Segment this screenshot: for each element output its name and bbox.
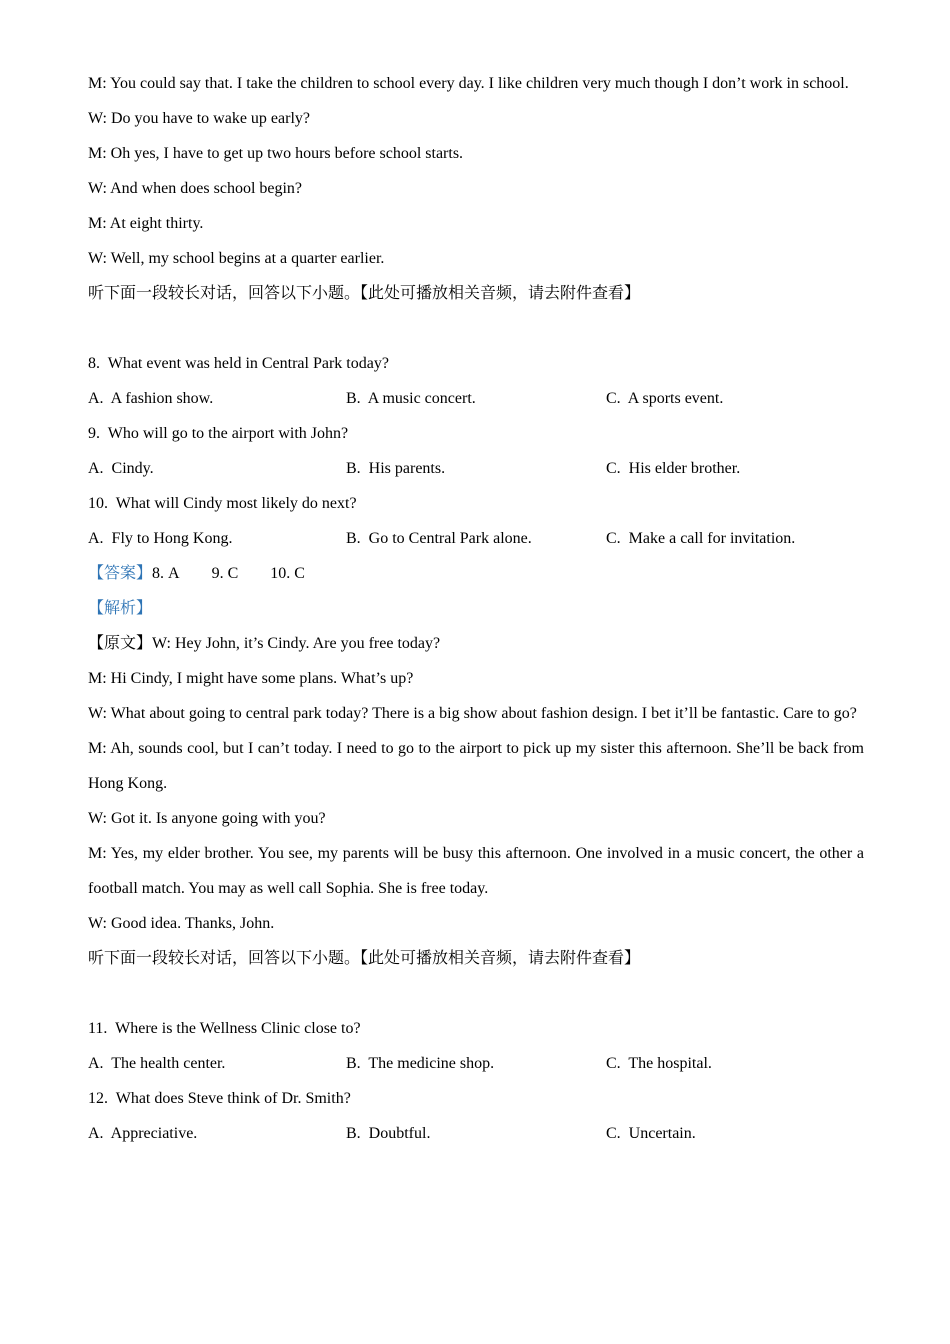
dialogue-line bbox=[88, 101, 864, 136]
transcript-line bbox=[88, 696, 864, 731]
text-content: W: Well, my school begins at a quarter earlier. bbox=[88, 250, 385, 267]
instruction-line bbox=[88, 941, 864, 976]
text-content: 11. Where is the Wellness Clinic close to? bbox=[88, 1020, 361, 1037]
transcript-line bbox=[88, 836, 868, 906]
text-content: W: Do you have to wake up early? bbox=[88, 110, 310, 127]
options-row bbox=[88, 381, 864, 416]
option: C. Make a call for invitation. bbox=[606, 530, 796, 547]
text-content: W: Hey John, it’s Cindy. Are you free today? bbox=[152, 635, 441, 652]
question-text bbox=[88, 486, 864, 521]
text-content: M: Ah, sounds cool, but I can’t today. I need to go to the airport to pick up my sister this afternoon. She’ll be back from Hong Kong. bbox=[88, 740, 868, 792]
analysis-label bbox=[88, 591, 864, 626]
transcript-line bbox=[88, 626, 864, 661]
option: A. Appreciative. bbox=[88, 1125, 198, 1142]
text-content: 8. What event was held in Central Park today? bbox=[88, 355, 389, 372]
transcript-line bbox=[88, 661, 864, 696]
dialogue-line bbox=[88, 66, 864, 101]
options-row bbox=[88, 451, 864, 486]
transcript-line bbox=[88, 731, 868, 801]
options-row bbox=[88, 521, 864, 556]
text-content: M: You could say that. I take the children to school every day. I like children very much though I don’t work in school. bbox=[88, 75, 849, 92]
transcript-label: 【原文】 bbox=[88, 635, 153, 652]
option: C. A sports event. bbox=[606, 390, 724, 407]
option: B. A music concert. bbox=[346, 390, 476, 407]
text-content: 12. What does Steve think of Dr. Smith? bbox=[88, 1090, 351, 1107]
option: A. Cindy. bbox=[88, 460, 154, 477]
text-content: 听下面一段较长对话，回答以下小题。【此处可播放相关音频，请去附件查看】 bbox=[88, 285, 641, 302]
dialogue-line bbox=[88, 206, 864, 241]
option: C. Uncertain. bbox=[606, 1125, 696, 1142]
option: C. The hospital. bbox=[606, 1055, 712, 1072]
text-content: W: And when does school begin? bbox=[88, 180, 303, 197]
answer-line bbox=[88, 556, 864, 591]
question-text bbox=[88, 346, 864, 381]
text-content: W: What about going to central park today? There is a big show about fashion design. I bet it’ll be fantastic. Care to go? bbox=[88, 705, 857, 722]
option: B. His parents. bbox=[346, 460, 446, 477]
answer-label: 【答案】 bbox=[88, 565, 153, 582]
question-text bbox=[88, 1011, 864, 1046]
dialogue-line bbox=[88, 136, 864, 171]
text-content: 听下面一段较长对话，回答以下小题。【此处可播放相关音频，请去附件查看】 bbox=[88, 950, 641, 967]
answer-value: 8. A bbox=[152, 565, 180, 582]
analysis-label-text: 【解析】 bbox=[88, 600, 153, 617]
dialogue-line bbox=[88, 171, 864, 206]
text-content: M: Yes, my elder brother. You see, my parents will be busy this afternoon. One involved in a music concert, the other a football match. You may as well call Sophia. She is free today. bbox=[88, 845, 868, 897]
option: C. His elder brother. bbox=[606, 460, 741, 477]
answer-value: 10. C bbox=[270, 565, 305, 582]
transcript-line bbox=[88, 801, 864, 836]
text-content: M: Oh yes, I have to get up two hours before school starts. bbox=[88, 145, 464, 162]
answer-value: 9. C bbox=[211, 565, 239, 582]
question-text bbox=[88, 1081, 864, 1116]
text-content: W: Good idea. Thanks, John. bbox=[88, 915, 275, 932]
text-content: W: Got it. Is anyone going with you? bbox=[88, 810, 326, 827]
option: B. Doubtful. bbox=[346, 1125, 431, 1142]
option: B. Go to Central Park alone. bbox=[346, 530, 532, 547]
option: A. The health center. bbox=[88, 1055, 226, 1072]
option: A. Fly to Hong Kong. bbox=[88, 530, 233, 547]
options-row bbox=[88, 1046, 864, 1081]
blank-line-spacer bbox=[88, 311, 864, 346]
option: B. The medicine shop. bbox=[346, 1055, 495, 1072]
option: A. A fashion show. bbox=[88, 390, 214, 407]
question-text bbox=[88, 416, 864, 451]
instruction-line bbox=[88, 276, 864, 311]
text-content: M: At eight thirty. bbox=[88, 215, 204, 232]
blank-line-spacer bbox=[88, 976, 864, 1011]
transcript-line bbox=[88, 906, 864, 941]
text-content: M: Hi Cindy, I might have some plans. What’s up? bbox=[88, 670, 414, 687]
text-content: 9. Who will go to the airport with John? bbox=[88, 425, 349, 442]
options-row bbox=[88, 1116, 864, 1151]
dialogue-line bbox=[88, 241, 864, 276]
document-content bbox=[88, 66, 868, 1151]
text-content: 10. What will Cindy most likely do next? bbox=[88, 495, 357, 512]
